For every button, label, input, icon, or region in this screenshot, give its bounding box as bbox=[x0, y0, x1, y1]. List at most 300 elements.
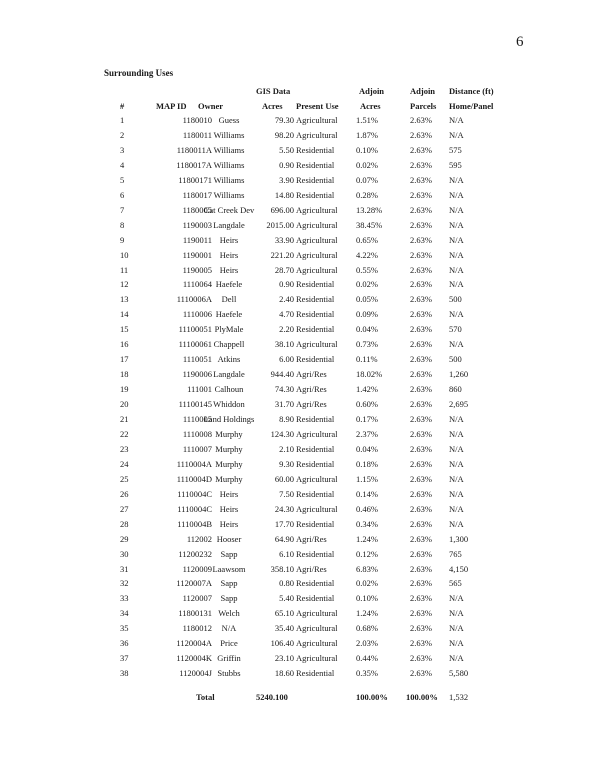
acres-cell: 98.20 bbox=[274, 129, 294, 140]
row-number: 17 bbox=[120, 354, 129, 365]
adjoin-parcels-cell: 2.63% bbox=[410, 638, 432, 649]
header-map-id: MAP ID bbox=[156, 101, 187, 111]
map-id-cell: 1110004C bbox=[177, 488, 212, 499]
map-id-cell: 1180012 bbox=[182, 623, 212, 634]
acres-cell: 2.10 bbox=[279, 443, 294, 454]
owner-cell: Griffin bbox=[217, 653, 241, 664]
distance-cell: N/A bbox=[449, 623, 464, 634]
header-parcels: Parcels bbox=[410, 101, 437, 111]
adjoin-acres-cell: 1.51% bbox=[356, 115, 378, 125]
adjoin-parcels-cell: 2.63% bbox=[410, 354, 432, 365]
row-number: 10 bbox=[120, 249, 129, 260]
acres-cell: 0.90 bbox=[279, 279, 294, 290]
present-use-cell: Agricultural bbox=[296, 115, 338, 125]
row-number: 11 bbox=[120, 264, 129, 275]
distance-cell: N/A bbox=[449, 443, 464, 454]
map-id-cell: 1180017 bbox=[182, 189, 212, 200]
owner-cell: Stubbs bbox=[217, 668, 241, 679]
present-use-cell: Agricultural bbox=[296, 653, 338, 664]
acres-cell: 60.00 bbox=[274, 473, 294, 484]
map-id-cell: 1110007 bbox=[182, 443, 212, 454]
row-number: 24 bbox=[120, 458, 129, 469]
table-row bbox=[0, 220, 600, 235]
table-row bbox=[0, 668, 600, 683]
distance-cell: N/A bbox=[449, 204, 464, 215]
adjoin-parcels-cell: 2.63% bbox=[410, 249, 432, 260]
adjoin-acres-cell: 0.04% bbox=[356, 443, 378, 454]
row-number: 21 bbox=[120, 414, 129, 424]
present-use-cell: Agricultural bbox=[296, 503, 338, 514]
row-number: 8 bbox=[120, 219, 125, 230]
map-id-cell: 11100051 bbox=[178, 324, 212, 335]
present-use-cell: Residential bbox=[296, 458, 335, 469]
adjoin-parcels-cell: 2.63% bbox=[410, 369, 432, 380]
distance-cell: N/A bbox=[449, 653, 464, 664]
adjoin-parcels-cell: 2.63% bbox=[410, 324, 432, 335]
table-row bbox=[0, 309, 600, 324]
distance-cell: N/A bbox=[449, 428, 464, 439]
acres-cell: 8.90 bbox=[279, 414, 294, 424]
owner-cell: Williams bbox=[213, 129, 245, 140]
acres-cell: 18.60 bbox=[274, 668, 294, 679]
map-id-cell: 11100061 bbox=[178, 339, 212, 350]
acres-cell: 35.40 bbox=[274, 623, 294, 634]
header-distance: Distance (ft) bbox=[449, 86, 494, 96]
row-number: 22 bbox=[120, 428, 129, 439]
distance-cell: N/A bbox=[449, 249, 464, 260]
distance-cell: N/A bbox=[449, 309, 464, 320]
acres-cell: 28.70 bbox=[274, 264, 294, 275]
adjoin-parcels-cell: 2.63% bbox=[410, 384, 432, 395]
distance-cell: 595 bbox=[449, 159, 462, 170]
present-use-cell: Residential bbox=[296, 668, 335, 679]
adjoin-acres-cell: 0.09% bbox=[356, 309, 378, 320]
table-row bbox=[0, 369, 600, 384]
adjoin-acres-cell: 0.10% bbox=[356, 144, 378, 155]
distance-cell: 575 bbox=[449, 144, 462, 155]
adjoin-acres-cell: 1.42% bbox=[356, 384, 378, 395]
table-row bbox=[0, 414, 600, 429]
adjoin-acres-cell: 0.35% bbox=[356, 668, 378, 679]
acres-cell: 5.50 bbox=[279, 144, 294, 155]
map-id-cell: 11800131 bbox=[178, 608, 212, 619]
present-use-cell: Residential bbox=[296, 578, 335, 589]
row-number: 25 bbox=[120, 473, 129, 484]
table-row bbox=[0, 549, 600, 564]
owner-cell: Williams bbox=[213, 144, 245, 155]
present-use-cell: Agricultural bbox=[296, 129, 338, 140]
owner-cell: Sapp bbox=[220, 578, 238, 589]
total-distance: 1,532 bbox=[449, 692, 469, 702]
owner-cell: Sapp bbox=[220, 548, 238, 559]
map-id-cell: 112002 bbox=[186, 533, 212, 544]
adjoin-parcels-cell: 2.63% bbox=[410, 623, 432, 634]
acres-cell: 64.90 bbox=[274, 533, 294, 544]
table-row bbox=[0, 489, 600, 504]
adjoin-acres-cell: 4.22% bbox=[356, 249, 378, 260]
table-row bbox=[0, 429, 600, 444]
adjoin-acres-cell: 0.04% bbox=[356, 324, 378, 335]
owner-cell: Heirs bbox=[219, 488, 239, 499]
adjoin-acres-cell: 38.45% bbox=[356, 219, 383, 230]
map-id-cell: 1180010 bbox=[182, 115, 212, 125]
table-row bbox=[0, 623, 600, 638]
table-row bbox=[0, 638, 600, 653]
header-adjoin-acres: Acres bbox=[360, 101, 381, 111]
map-id-cell: 1110006 bbox=[182, 309, 212, 320]
present-use-cell: Agri/Res bbox=[296, 384, 327, 395]
acres-cell: 5.40 bbox=[279, 593, 294, 604]
owner-cell: Hooser bbox=[216, 533, 242, 544]
map-id-cell: 1190006 bbox=[182, 369, 212, 380]
map-id-cell: 1120004A bbox=[176, 638, 212, 649]
total-adjoin-acres: 100.00% bbox=[356, 692, 388, 702]
map-id-cell: 11800171 bbox=[178, 174, 212, 185]
present-use-cell: Agricultural bbox=[296, 623, 338, 634]
row-number: 28 bbox=[120, 518, 129, 529]
map-id-cell: 1120009 bbox=[182, 563, 212, 574]
row-number: 1 bbox=[120, 115, 125, 125]
present-use-cell: Residential bbox=[296, 354, 335, 365]
present-use-cell: Residential bbox=[296, 279, 335, 290]
distance-cell: 565 bbox=[449, 578, 462, 589]
map-id-cell: 1180011 bbox=[182, 129, 212, 140]
adjoin-acres-cell: 0.60% bbox=[356, 399, 378, 410]
map-id-cell: 1120007A bbox=[176, 578, 212, 589]
acres-cell: 221.20 bbox=[270, 249, 294, 260]
distance-cell: N/A bbox=[449, 458, 464, 469]
row-number: 38 bbox=[120, 668, 129, 679]
map-id-cell: 1190005 bbox=[182, 264, 212, 275]
table-row bbox=[0, 115, 600, 130]
owner-cell: Atkins bbox=[217, 354, 241, 365]
adjoin-parcels-cell: 2.63% bbox=[410, 294, 432, 305]
map-id-cell: 11200232 bbox=[178, 548, 212, 559]
owner-cell: Heirs bbox=[219, 249, 239, 260]
owner-cell: Langdale bbox=[213, 369, 245, 380]
acres-cell: 4.70 bbox=[279, 309, 294, 320]
map-id-cell: 1190003 bbox=[182, 219, 212, 230]
acres-cell: 7.50 bbox=[279, 488, 294, 499]
acres-cell: 9.30 bbox=[279, 458, 294, 469]
present-use-cell: Agricultural bbox=[296, 264, 338, 275]
distance-cell: N/A bbox=[449, 503, 464, 514]
present-use-cell: Agricultural bbox=[296, 204, 338, 215]
acres-cell: 124.30 bbox=[270, 428, 294, 439]
present-use-cell: Agri/Res bbox=[296, 369, 327, 380]
adjoin-parcels-cell: 2.63% bbox=[410, 414, 432, 424]
owner-cell: Haefele bbox=[215, 309, 243, 320]
acres-cell: 65.10 bbox=[274, 608, 294, 619]
table-row bbox=[0, 130, 600, 145]
acres-cell: 696.00 bbox=[270, 204, 294, 215]
map-id-cell: 1180005 bbox=[182, 204, 212, 215]
table-row bbox=[0, 279, 600, 294]
map-id-cell: 1110004C bbox=[177, 503, 212, 514]
adjoin-parcels-cell: 2.63% bbox=[410, 115, 432, 125]
acres-cell: 358.10 bbox=[270, 563, 294, 574]
adjoin-parcels-cell: 2.63% bbox=[410, 653, 432, 664]
header-gis-data: GIS Data bbox=[256, 86, 291, 96]
present-use-cell: Residential bbox=[296, 309, 335, 320]
row-number: 3 bbox=[120, 144, 125, 155]
owner-cell: Laawsom bbox=[212, 563, 246, 574]
owner-cell: Welch bbox=[218, 608, 240, 619]
acres-cell: 2.40 bbox=[279, 294, 294, 305]
distance-cell: 860 bbox=[449, 384, 462, 395]
map-id-cell: 1180011A bbox=[176, 144, 212, 155]
distance-cell: N/A bbox=[449, 414, 464, 424]
table-row bbox=[0, 190, 600, 205]
acres-cell: 14.80 bbox=[274, 189, 294, 200]
present-use-cell: Residential bbox=[296, 144, 335, 155]
adjoin-acres-cell: 1.24% bbox=[356, 533, 378, 544]
row-number: 12 bbox=[120, 279, 129, 290]
row-number: 36 bbox=[120, 638, 129, 649]
map-id-cell: 1110004B bbox=[177, 518, 212, 529]
table-row bbox=[0, 474, 600, 489]
present-use-cell: Residential bbox=[296, 488, 335, 499]
present-use-cell: Agricultural bbox=[296, 428, 338, 439]
header-adjoin-acres-top: Adjoin bbox=[359, 86, 385, 96]
adjoin-acres-cell: 0.05% bbox=[356, 294, 378, 305]
adjoin-parcels-cell: 2.63% bbox=[410, 518, 432, 529]
row-number: 15 bbox=[120, 324, 129, 335]
acres-cell: 31.70 bbox=[274, 399, 294, 410]
table-row bbox=[0, 324, 600, 339]
map-id-cell: 1110005 bbox=[182, 414, 212, 424]
acres-cell: 0.80 bbox=[279, 578, 294, 589]
row-number: 18 bbox=[120, 369, 129, 380]
distance-cell: 5,580 bbox=[449, 668, 469, 679]
present-use-cell: Residential bbox=[296, 443, 335, 454]
adjoin-parcels-cell: 2.63% bbox=[410, 443, 432, 454]
row-number: 16 bbox=[120, 339, 129, 350]
distance-cell: 500 bbox=[449, 294, 462, 305]
adjoin-acres-cell: 0.18% bbox=[356, 458, 378, 469]
table-row bbox=[0, 294, 600, 309]
header-num: # bbox=[120, 101, 125, 111]
adjoin-parcels-cell: 2.63% bbox=[410, 428, 432, 439]
owner-cell: Dell bbox=[221, 294, 237, 305]
acres-cell: 6.10 bbox=[279, 548, 294, 559]
header-present-use: Present Use bbox=[296, 101, 339, 111]
adjoin-acres-cell: 0.12% bbox=[356, 548, 378, 559]
adjoin-acres-cell: 1.87% bbox=[356, 129, 378, 140]
header-home-panel: Home/Panel bbox=[449, 101, 494, 111]
acres-cell: 24.30 bbox=[274, 503, 294, 514]
owner-cell: Murphy bbox=[215, 458, 243, 469]
owner-cell: N/A bbox=[221, 623, 237, 634]
adjoin-parcels-cell: 2.63% bbox=[410, 339, 432, 350]
table-row bbox=[0, 160, 600, 175]
adjoin-acres-cell: 2.03% bbox=[356, 638, 378, 649]
distance-cell: N/A bbox=[449, 264, 464, 275]
adjoin-acres-cell: 2.37% bbox=[356, 428, 378, 439]
map-id-cell: 1120007 bbox=[182, 593, 212, 604]
acres-cell: 74.30 bbox=[274, 384, 294, 395]
total-adjoin-parcels: 100.00% bbox=[406, 692, 438, 702]
distance-cell: N/A bbox=[449, 129, 464, 140]
header-adjoin-parcels-top: Adjoin bbox=[410, 86, 436, 96]
present-use-cell: Agricultural bbox=[296, 249, 338, 260]
adjoin-acres-cell: 0.55% bbox=[356, 264, 378, 275]
adjoin-parcels-cell: 2.63% bbox=[410, 204, 432, 215]
present-use-cell: Agricultural bbox=[296, 234, 338, 245]
adjoin-parcels-cell: 2.63% bbox=[410, 458, 432, 469]
table-row bbox=[0, 504, 600, 519]
owner-cell: Heirs bbox=[219, 503, 239, 514]
adjoin-parcels-cell: 2.63% bbox=[410, 533, 432, 544]
row-number: 27 bbox=[120, 503, 129, 514]
map-id-cell: 1110004D bbox=[176, 473, 212, 484]
present-use-cell: Residential bbox=[296, 324, 335, 335]
map-id-cell: 1180017A bbox=[176, 159, 212, 170]
distance-cell: N/A bbox=[449, 234, 464, 245]
adjoin-parcels-cell: 2.63% bbox=[410, 159, 432, 170]
page-number: 6 bbox=[516, 34, 524, 50]
adjoin-parcels-cell: 2.63% bbox=[410, 488, 432, 499]
present-use-cell: Residential bbox=[296, 593, 335, 604]
map-id-cell: 1110004A bbox=[176, 458, 212, 469]
adjoin-parcels-cell: 2.63% bbox=[410, 309, 432, 320]
present-use-cell: Residential bbox=[296, 174, 335, 185]
total-label: Total bbox=[196, 692, 215, 702]
owner-cell: Williams bbox=[213, 189, 245, 200]
owner-cell: Williams bbox=[213, 174, 245, 185]
row-number: 23 bbox=[120, 443, 129, 454]
table-row bbox=[0, 339, 600, 354]
table-row bbox=[0, 459, 600, 474]
adjoin-parcels-cell: 2.63% bbox=[410, 264, 432, 275]
present-use-cell: Residential bbox=[296, 414, 335, 424]
owner-cell: Sapp bbox=[220, 593, 238, 604]
adjoin-acres-cell: 0.44% bbox=[356, 653, 378, 664]
adjoin-acres-cell: 0.28% bbox=[356, 189, 378, 200]
row-number: 20 bbox=[120, 399, 129, 410]
adjoin-parcels-cell: 2.63% bbox=[410, 174, 432, 185]
present-use-cell: Agri/Res bbox=[296, 533, 327, 544]
map-id-cell: 1110008 bbox=[182, 428, 212, 439]
distance-cell: N/A bbox=[449, 638, 464, 649]
owner-cell: Murphy bbox=[215, 428, 243, 439]
map-id-cell: 1190011 bbox=[182, 234, 212, 245]
adjoin-parcels-cell: 2.63% bbox=[410, 548, 432, 559]
table-row bbox=[0, 265, 600, 280]
distance-cell: N/A bbox=[449, 608, 464, 619]
table-row bbox=[0, 608, 600, 623]
present-use-cell: Agricultural bbox=[296, 608, 338, 619]
adjoin-parcels-cell: 2.63% bbox=[410, 219, 432, 230]
adjoin-acres-cell: 0.73% bbox=[356, 339, 378, 350]
present-use-cell: Agricultural bbox=[296, 339, 338, 350]
present-use-cell: Agricultural bbox=[296, 473, 338, 484]
owner-cell: Heirs bbox=[219, 234, 239, 245]
adjoin-parcels-cell: 2.63% bbox=[410, 144, 432, 155]
owner-cell: Langdale bbox=[213, 219, 245, 230]
acres-cell: 2015.00 bbox=[266, 219, 294, 230]
distance-cell: N/A bbox=[449, 488, 464, 499]
table-row bbox=[0, 653, 600, 668]
owner-cell: Chappell bbox=[213, 339, 245, 350]
map-id-cell: 1120004K bbox=[176, 653, 212, 664]
distance-cell: 765 bbox=[449, 548, 462, 559]
adjoin-acres-cell: 1.24% bbox=[356, 608, 378, 619]
acres-cell: 6.00 bbox=[279, 354, 294, 365]
acres-cell: 17.70 bbox=[274, 518, 294, 529]
owner-cell: Williams bbox=[213, 159, 245, 170]
section-title: Surrounding Uses bbox=[104, 68, 174, 78]
distance-cell: N/A bbox=[449, 279, 464, 290]
map-id-cell: 1110051 bbox=[182, 354, 212, 365]
row-number: 7 bbox=[120, 204, 125, 215]
table-row bbox=[0, 145, 600, 160]
row-number: 5 bbox=[120, 174, 125, 185]
acres-cell: 0.90 bbox=[279, 159, 294, 170]
table-row bbox=[0, 593, 600, 608]
adjoin-acres-cell: 0.34% bbox=[356, 518, 378, 529]
table-row bbox=[0, 235, 600, 250]
present-use-cell: Residential bbox=[296, 159, 335, 170]
owner-cell: Heirs bbox=[219, 518, 239, 529]
present-use-cell: Agricultural bbox=[296, 219, 338, 230]
distance-cell: N/A bbox=[449, 174, 464, 185]
row-number: 37 bbox=[120, 653, 129, 664]
adjoin-acres-cell: 18.02% bbox=[356, 369, 383, 380]
row-number: 4 bbox=[120, 159, 125, 170]
adjoin-parcels-cell: 2.63% bbox=[410, 668, 432, 679]
distance-cell: N/A bbox=[449, 115, 464, 125]
acres-cell: 106.40 bbox=[270, 638, 294, 649]
adjoin-parcels-cell: 2.63% bbox=[410, 234, 432, 245]
adjoin-parcels-cell: 2.63% bbox=[410, 608, 432, 619]
adjoin-parcels-cell: 2.63% bbox=[410, 129, 432, 140]
table-row bbox=[0, 175, 600, 190]
row-number: 29 bbox=[120, 533, 129, 544]
acres-cell: 3.90 bbox=[279, 174, 294, 185]
acres-cell: 944.40 bbox=[270, 369, 294, 380]
adjoin-acres-cell: 0.07% bbox=[356, 174, 378, 185]
distance-cell: N/A bbox=[449, 219, 464, 230]
present-use-cell: Residential bbox=[296, 548, 335, 559]
distance-cell: 1,300 bbox=[449, 533, 469, 544]
owner-cell: Whiddon bbox=[213, 399, 245, 410]
owner-cell: Murphy bbox=[215, 443, 243, 454]
row-number: 13 bbox=[120, 294, 129, 305]
owner-cell: Murphy bbox=[215, 473, 243, 484]
distance-cell: N/A bbox=[449, 189, 464, 200]
owner-cell: Price bbox=[220, 638, 238, 649]
distance-cell: N/A bbox=[449, 473, 464, 484]
table-row bbox=[0, 205, 600, 220]
map-id-cell: 1110006A bbox=[176, 294, 212, 305]
owner-cell: Land Holdings bbox=[203, 414, 255, 424]
map-id-cell: 11100145 bbox=[178, 399, 212, 410]
table-row bbox=[0, 444, 600, 459]
row-number: 33 bbox=[120, 593, 129, 604]
adjoin-acres-cell: 0.68% bbox=[356, 623, 378, 634]
adjoin-parcels-cell: 2.63% bbox=[410, 578, 432, 589]
table-row bbox=[0, 384, 600, 399]
owner-cell: Haefele bbox=[215, 279, 243, 290]
adjoin-parcels-cell: 2.63% bbox=[410, 563, 432, 574]
adjoin-parcels-cell: 2.63% bbox=[410, 279, 432, 290]
adjoin-acres-cell: 0.17% bbox=[356, 414, 378, 424]
adjoin-parcels-cell: 2.63% bbox=[410, 503, 432, 514]
adjoin-parcels-cell: 2.63% bbox=[410, 189, 432, 200]
present-use-cell: Residential bbox=[296, 189, 335, 200]
adjoin-acres-cell: 0.10% bbox=[356, 593, 378, 604]
